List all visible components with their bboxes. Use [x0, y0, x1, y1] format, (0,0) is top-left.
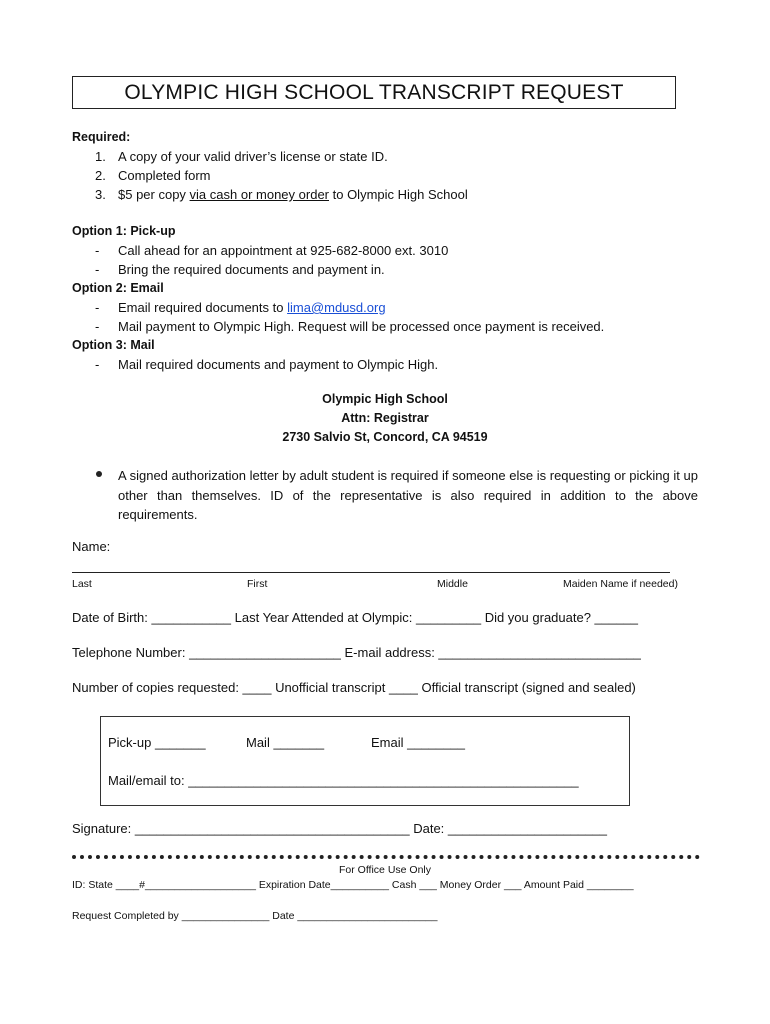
dash: -: [95, 319, 100, 334]
office-divider: [72, 855, 700, 859]
dash: -: [95, 300, 100, 315]
required-item-3-number: 3.: [95, 187, 106, 202]
option-1-item-1: Call ahead for an appointment at 925-682-8000 ext. 3010: [118, 243, 449, 258]
option-2-item-1: [118, 300, 386, 315]
form-title-box: [72, 76, 676, 109]
name-input-line[interactable]: [72, 572, 670, 573]
name-first-label: First: [247, 578, 268, 590]
name-middle-label: Middle: [437, 578, 468, 590]
copies-line[interactable]: Number of copies requested: ____ Unofficial transcript ____ Official transcript (signed and sealed): [72, 680, 636, 695]
pickup-field[interactable]: Pick-up _______: [108, 735, 206, 750]
option-3-item-1: Mail required documents and payment to Olympic High.: [118, 357, 439, 372]
required-item-3-post: to Olympic High School: [329, 187, 468, 202]
email-field[interactable]: Email ________: [371, 735, 465, 750]
option-1-heading: Option 1: Pick-up: [72, 224, 176, 238]
option-3-heading: Option 3: Mail: [72, 338, 155, 352]
required-item-3-pre: $5 per copy: [118, 187, 190, 202]
required-item-2: Completed form: [118, 168, 211, 183]
required-item-1-number: 1.: [95, 149, 106, 164]
office-line-2: Request Completed by _______________ Date ________________________: [72, 910, 438, 922]
required-item-3: [118, 187, 468, 202]
mail-email-to-field[interactable]: Mail/email to: ______________________________________________________: [108, 773, 579, 788]
office-line-1: ID: State ____#___________________ Expiration Date__________ Cash ___ Money Order ___ Amount Paid ________: [72, 879, 634, 891]
required-item-3-underlined: via cash or money order: [189, 187, 329, 202]
office-use-heading: For Office Use Only: [339, 864, 431, 876]
email-link[interactable]: lima@mdusd.org: [287, 300, 386, 315]
option-2-heading: Option 2: Email: [72, 281, 164, 295]
dash: -: [95, 243, 100, 258]
mail-field[interactable]: Mail _______: [246, 735, 325, 750]
phone-email-line[interactable]: Telephone Number: _____________________ E-mail address: ____________________________: [72, 645, 641, 660]
address-line-2: Attn: Registrar: [341, 411, 429, 425]
delivery-method-box: [100, 716, 630, 806]
dash: -: [95, 262, 100, 277]
option-2-item-2: Mail payment to Olympic High. Request will be processed once payment is received.: [118, 319, 605, 334]
name-label: Name:: [72, 539, 111, 554]
address-line-1: Olympic High School: [322, 392, 448, 406]
form-title: OLYMPIC HIGH SCHOOL TRANSCRIPT REQUEST: [124, 80, 624, 104]
dob-line[interactable]: Date of Birth: ___________ Last Year Attended at Olympic: _________ Did you graduate? ______: [72, 610, 638, 625]
bullet-icon: [96, 471, 102, 477]
required-item-1: A copy of your valid driver’s license or state ID.: [118, 149, 388, 164]
address-line-3: 2730 Salvio St, Concord, CA 94519: [282, 430, 488, 444]
signature-date-line[interactable]: Signature: ______________________________________ Date: ______________________: [72, 821, 607, 836]
option-1-item-2: Bring the required documents and payment in.: [118, 262, 385, 277]
name-maiden-label: Maiden Name if needed): [563, 578, 678, 590]
required-heading: Required:: [72, 130, 131, 144]
dash: -: [95, 357, 100, 372]
authorization-note: A signed authorization letter by adult student is required if someone else is requesting or picking it up other than themselves. ID of the representative is also required in addition to the above requirements.: [118, 468, 698, 522]
option-2-item-1-text: Email required documents to: [118, 300, 288, 315]
required-item-2-number: 2.: [95, 168, 106, 183]
name-last-label: Last: [72, 578, 92, 590]
